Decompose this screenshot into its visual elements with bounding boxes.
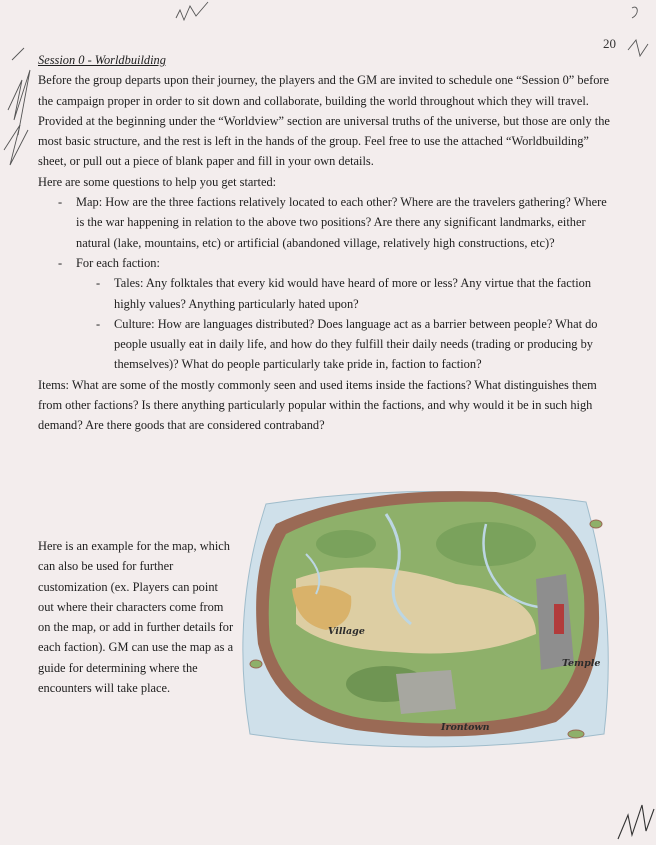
questions-intro: Here are some questions to help you get started: (38, 174, 277, 189)
list-dash: - (58, 255, 63, 270)
list-dash: - (96, 276, 101, 291)
list-item-factions (58, 253, 613, 375)
list-item-tales (96, 273, 613, 314)
faction-sublist (76, 273, 613, 374)
main-text (38, 50, 613, 436)
map-label-temple: Temple (562, 658, 601, 669)
list-dash: - (96, 316, 101, 331)
intro-paragraph: Before the group departs upon their journey, the players and the GM are invited to schedule one “Session 0” before the campaign proper in order to sit down and collaborate, building the world throughout which they will travel. (38, 73, 610, 108)
section-title: Session 0 - Worldbuilding (38, 53, 166, 67)
culture-question: Culture: How are languages distributed? Does language act as a barrier between people? What do people usually eat in daily life, and how do they fulfill their daily needs (trading or producing by themselves)? What do people particularly take pride in, faction to faction? (114, 316, 598, 372)
question-list (38, 192, 613, 375)
map-label-irontown: Irontown (441, 722, 490, 733)
map-question: Map: How are the three factions relatively located to each other? Where are the travelers gathering? Where is the war happening in relation to the above two positions? Are there any significant landmarks, either natural (lake, mountains, etc) or artificial (abandoned village, relatively high constructions, etc)? (76, 195, 607, 250)
sketch-decoration-left (0, 40, 40, 180)
example-map (236, 484, 616, 754)
page-number: 20 (603, 36, 616, 51)
map-irontown (396, 670, 456, 714)
worldview-paragraph: Provided at the beginning under the “Worldview” section are universal truths of the universe, but those are only the most basic structure, and the rest is left in the hands of the group. Feel free to use the attached “Worldbuilding” sheet, or pull out a piece of blank paper and fill in your own details. (38, 113, 610, 169)
list-dash: - (58, 195, 63, 210)
faction-heading: For each faction: (76, 255, 160, 270)
tales-question: Tales: Any folktales that every kid would have heard of more or less? Any virtue that the faction highly values? Anything particularly hated upon? (114, 276, 592, 311)
list-item-map (58, 192, 613, 253)
map-label-village: Village (328, 626, 365, 637)
items-paragraph: Items: What are some of the mostly commonly seen and used items inside the factions? What distinguishes them from other factions? Is there anything particularly popular within the factions, and why would it be in such high demand? Are there goods that are considered contraband? (38, 377, 597, 433)
map-illustration (236, 484, 616, 754)
sketch-decoration-top (170, 0, 220, 26)
map-caption: Here is an example for the map, which can also be used for further customization (ex. Players can point out where their characters come from on the map, or add in further details for each faction). GM can use the map as a guide for determining where the encounters will take place. (38, 539, 234, 696)
list-item-culture (96, 314, 613, 375)
sketch-decoration-bottom-right (612, 795, 656, 845)
sketch-decoration-top-right (618, 0, 656, 80)
